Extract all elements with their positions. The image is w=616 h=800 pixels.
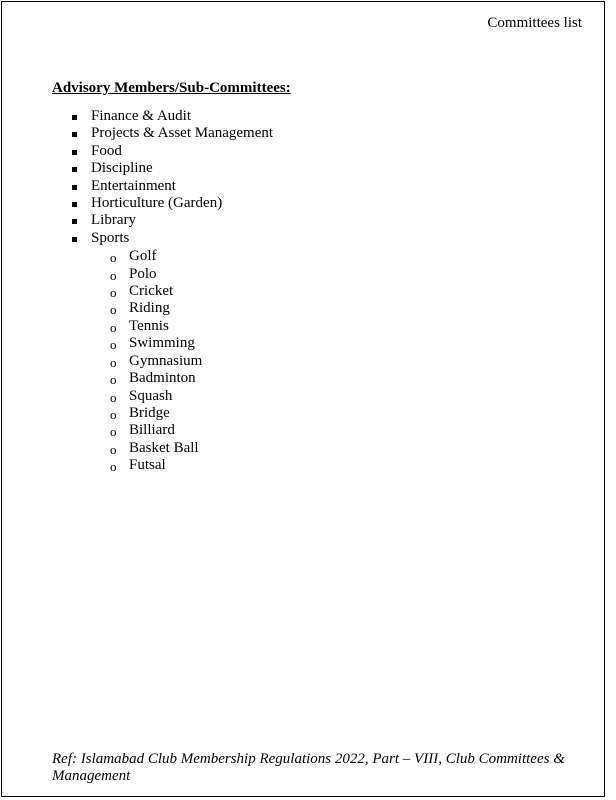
square-bullet-icon xyxy=(72,150,77,155)
sub-list-item xyxy=(108,440,290,457)
square-bullet-icon xyxy=(72,167,77,172)
square-bullet-icon xyxy=(72,132,77,137)
committee-label: Food xyxy=(91,142,122,159)
square-bullet-icon xyxy=(72,202,77,207)
sub-list-item xyxy=(108,422,290,439)
committee-label: Sports xyxy=(91,229,130,246)
section-heading: Advisory Members/Sub-Committees: xyxy=(52,80,291,96)
sport-label: Cricket xyxy=(129,283,174,300)
list-item xyxy=(72,212,273,229)
circle-bullet-icon: o xyxy=(110,354,117,370)
committee-label: Finance & Audit xyxy=(91,108,191,124)
sport-label: Gymnasium xyxy=(129,352,203,369)
sport-label: Polo xyxy=(129,265,157,282)
circle-bullet-icon: o xyxy=(110,250,117,266)
sport-label: Billiard xyxy=(129,422,175,439)
sub-list-item xyxy=(108,318,290,335)
circle-bullet-icon: o xyxy=(110,372,117,388)
circle-bullet-icon: o xyxy=(110,337,117,353)
list-item xyxy=(72,108,273,125)
sports-sublist xyxy=(108,248,290,474)
list-item xyxy=(72,160,273,177)
circle-bullet-icon: o xyxy=(110,459,117,475)
committee-label: Horticulture (Garden) xyxy=(91,195,223,212)
footer-reference: Ref: Islamabad Club Membership Regulations 2022, Part – VIII, Club Committees & Management xyxy=(52,751,565,784)
sub-list-item xyxy=(108,266,290,283)
square-bullet-icon xyxy=(72,115,77,120)
sub-list-item xyxy=(108,283,290,300)
list-item xyxy=(72,195,273,212)
circle-bullet-icon: o xyxy=(110,406,117,422)
sport-label: Squash xyxy=(129,387,173,404)
sport-label: Bridge xyxy=(129,404,170,421)
committee-label: Discipline xyxy=(91,160,153,177)
sport-label: Riding xyxy=(129,300,170,317)
sub-list-item xyxy=(108,248,290,265)
circle-bullet-icon: o xyxy=(110,267,117,283)
circle-bullet-icon: o xyxy=(110,285,117,301)
page-header-title: Committees list xyxy=(487,15,582,31)
sub-list-item xyxy=(108,457,290,474)
list-item xyxy=(72,143,273,160)
circle-bullet-icon: o xyxy=(110,424,117,440)
sport-label: Swimming xyxy=(129,335,195,352)
square-bullet-icon xyxy=(72,219,77,224)
circle-bullet-icon: o xyxy=(110,302,117,318)
sub-list-item xyxy=(108,335,290,352)
committee-label: Projects & Asset Management xyxy=(91,125,274,142)
document-page xyxy=(1,1,605,797)
sub-list-item xyxy=(108,353,290,370)
sport-label: Tennis xyxy=(129,317,169,334)
list-item-sports xyxy=(72,230,273,475)
committee-label: Library xyxy=(91,212,136,229)
square-bullet-icon xyxy=(72,185,77,190)
sub-list-item xyxy=(108,300,290,317)
square-bullet-icon xyxy=(72,237,77,242)
sport-label: Badminton xyxy=(129,370,196,387)
circle-bullet-icon: o xyxy=(110,319,117,335)
list-item xyxy=(72,178,273,195)
committee-label: Entertainment xyxy=(91,177,176,194)
sport-label: Golf xyxy=(129,248,157,265)
sport-label: Futsal xyxy=(129,457,166,474)
sub-list-item xyxy=(108,388,290,405)
circle-bullet-icon: o xyxy=(110,389,117,405)
committee-list xyxy=(72,108,273,475)
sub-list-item xyxy=(108,405,290,422)
circle-bullet-icon: o xyxy=(110,441,117,457)
sport-label: Basket Ball xyxy=(129,439,199,456)
sub-list-item xyxy=(108,370,290,387)
list-item xyxy=(72,125,273,142)
